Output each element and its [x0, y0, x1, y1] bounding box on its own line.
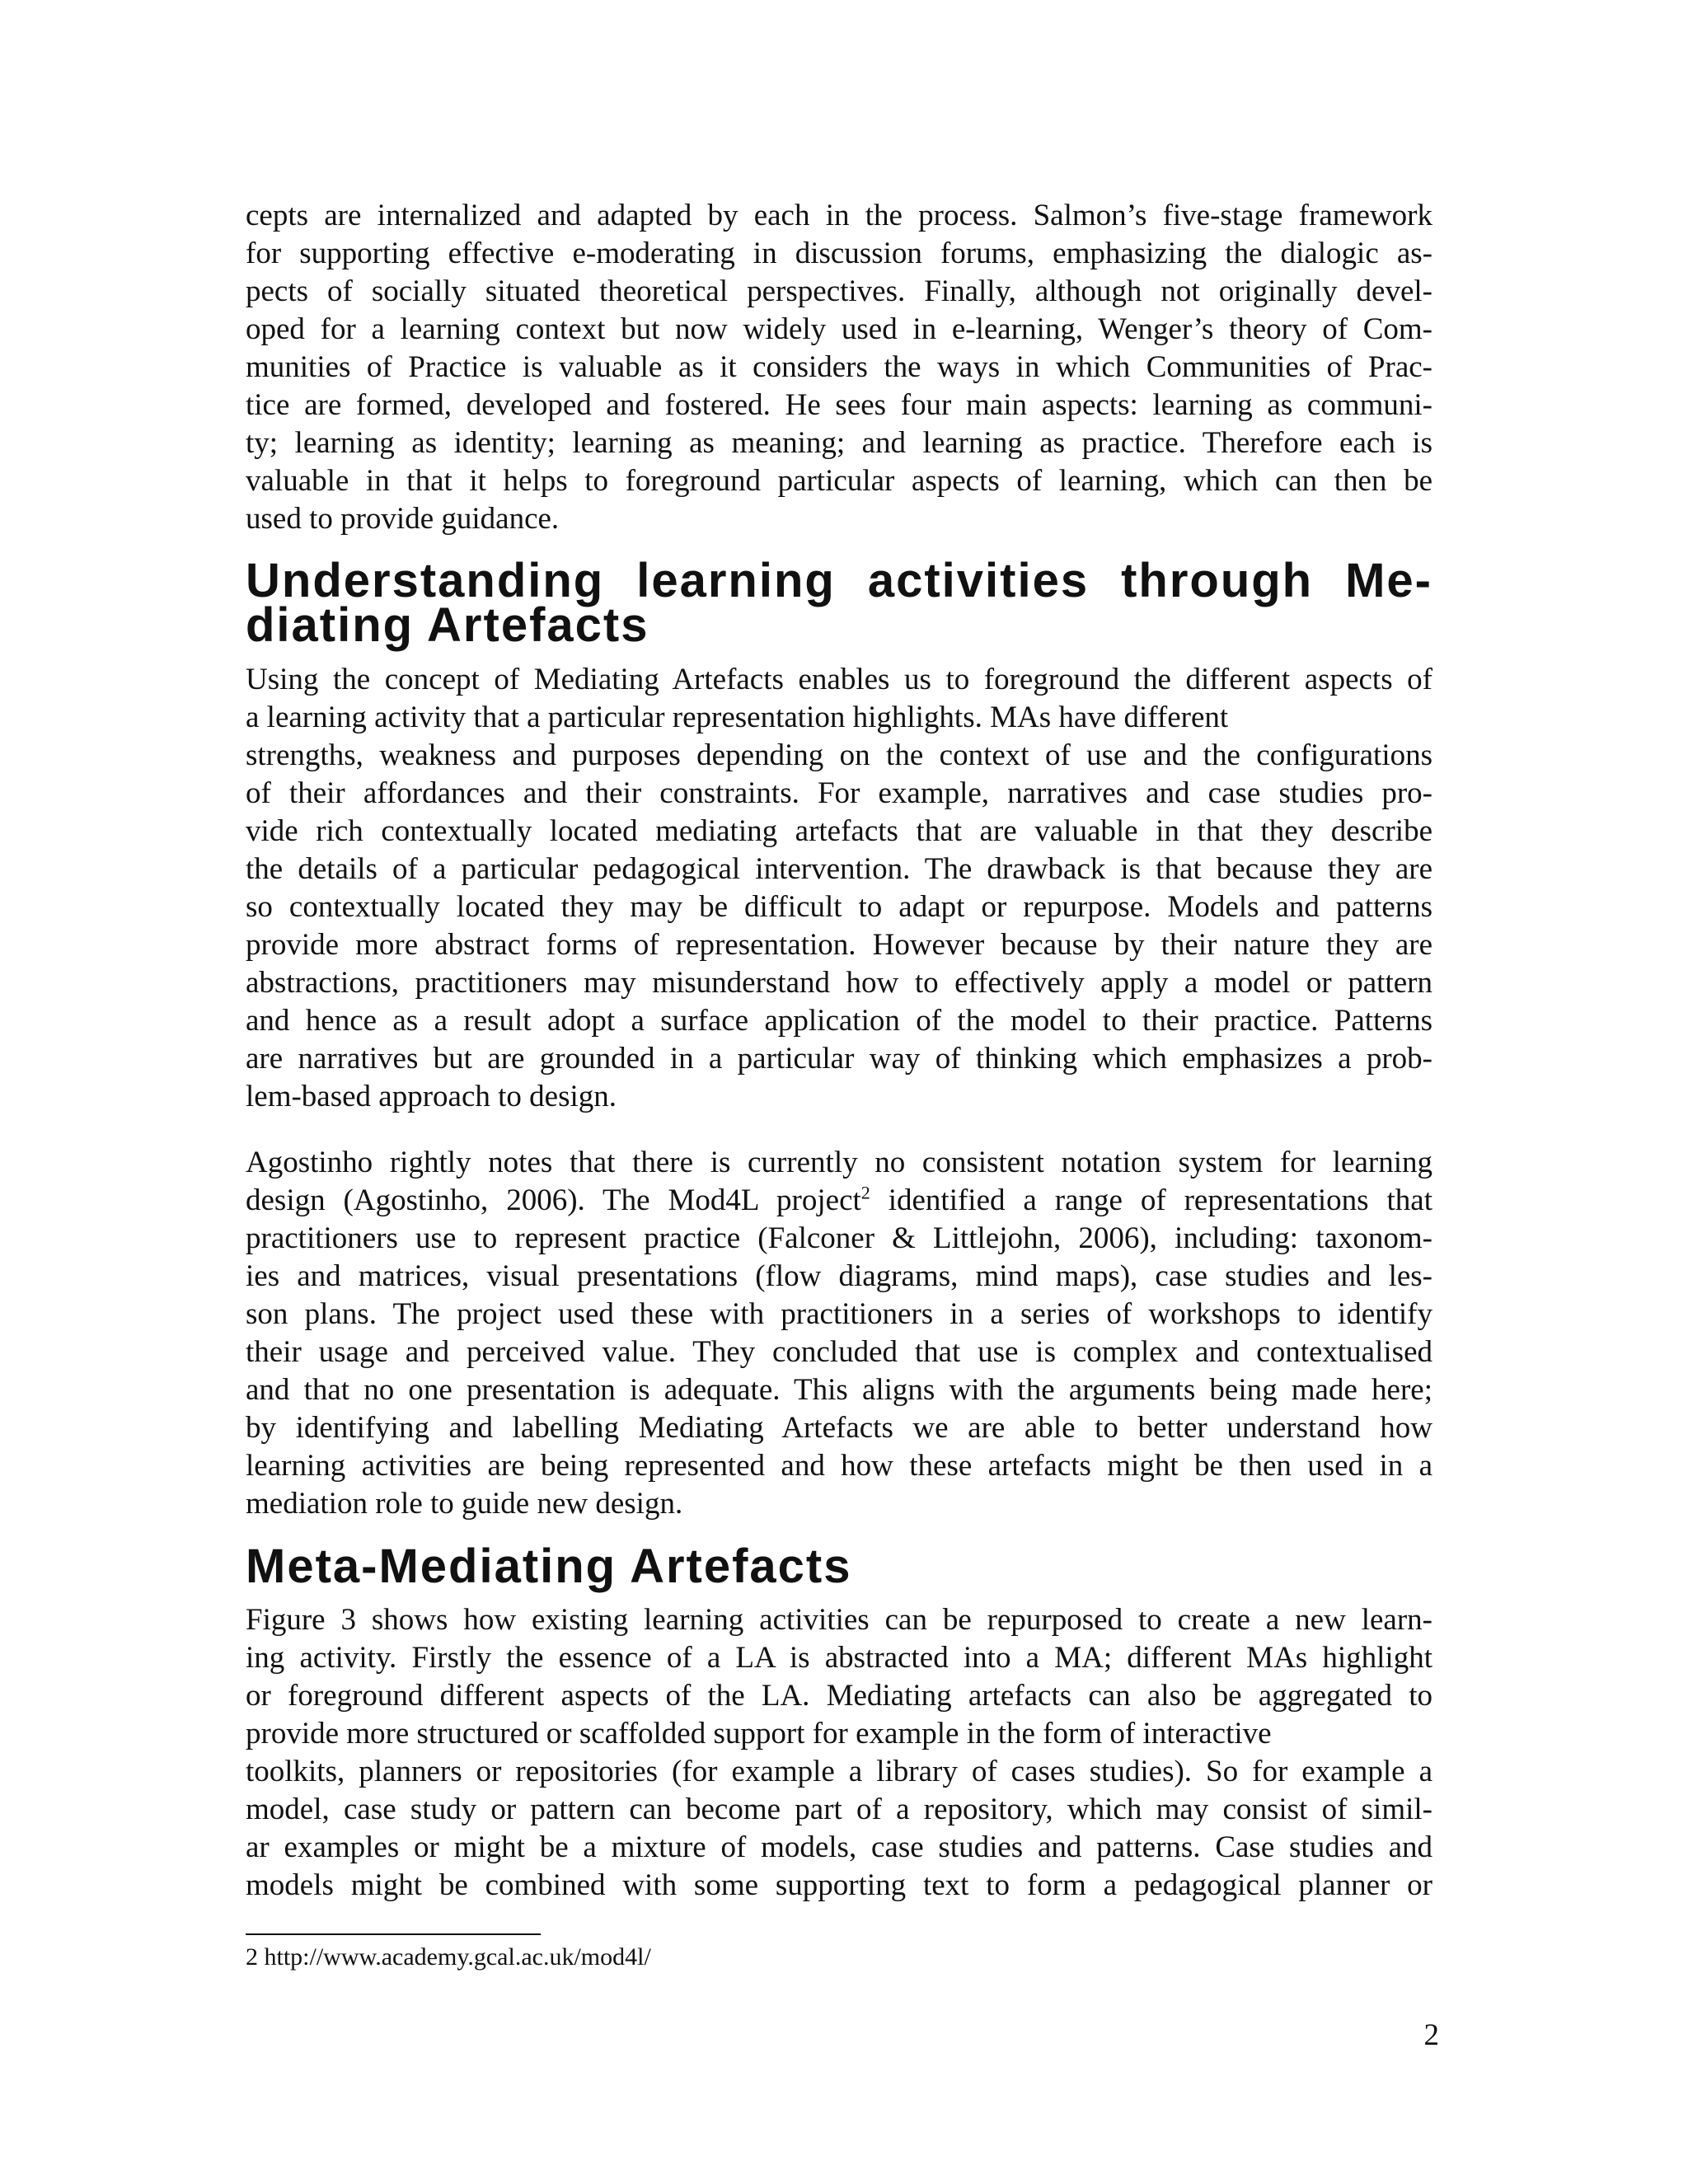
text-line: valuable in that it helps to foreground particular aspects of learning, which can then be — [246, 464, 1432, 498]
text-line: Using the concept of Mediating Artefacts enables us to foreground the different aspects of — [246, 663, 1432, 696]
text-line: ing activity. Firstly the essence of a LA is abstracted into a MA; different MAs highlight — [246, 1641, 1432, 1675]
heading-line: Meta-Mediating Artefacts — [246, 1540, 852, 1593]
text-line: son plans. The project used these with practitioners in a series of workshops to identify — [246, 1297, 1432, 1331]
footnote-reference: 2 — [860, 1182, 870, 1203]
text-line: so contextually located they may be difficult to adapt or repurpose. Models and patterns — [246, 890, 1432, 924]
text-line: vide rich contextually located mediating artefacts that are valuable in that they describe — [246, 814, 1432, 848]
text-line: models might be combined with some supporting text to form a pedagogical planner or — [246, 1868, 1432, 1902]
heading-line: Understanding learning activities through Me- — [246, 554, 1432, 607]
text-line: oped for a learning context but now widely used in e-learning, Wenger’s theory of Com- — [246, 312, 1432, 346]
text-line: and that no one presentation is adequate. This aligns with the arguments being made here; — [246, 1373, 1432, 1407]
text-line: of their affordances and their constraints. For example, narratives and case studies pro- — [246, 776, 1432, 810]
text-line: ies and matrices, visual presentations (flow diagrams, mind maps), case studies and les- — [246, 1259, 1432, 1293]
text-line: cepts are internalized and adapted by each in the process. Salmon’s five-stage framework — [246, 199, 1432, 232]
text-line: toolkits, planners or repositories (for example a library of cases studies). So for example a — [246, 1755, 1432, 1788]
paragraph-1 — [246, 197, 1432, 538]
paragraph-4 — [246, 1601, 1432, 1905]
section-heading-understanding — [246, 554, 1432, 652]
text-line: provide more abstract forms of representation. However because by their nature they are — [246, 928, 1432, 962]
text-line: ty; learning as identity; learning as meaning; and learning as practice. Therefore each is — [246, 426, 1432, 460]
text-line: practitioners use to represent practice (Falconer & Littlejohn, 2006), including: taxonom- — [246, 1221, 1432, 1255]
text-line: provide more structured or scaffolded support for example in the form of interactive — [246, 1717, 1272, 1750]
section-heading-meta-mediating — [246, 1540, 1432, 1593]
text-line: or foreground different aspects of the LA. Mediating artefacts can also be aggregated to — [246, 1679, 1432, 1713]
text-line: their usage and perceived value. They concluded that use is complex and contextualised — [246, 1335, 1432, 1369]
text-line: munities of Practice is valuable as it considers the ways in which Communities of Prac- — [246, 350, 1432, 384]
text-line: the details of a particular pedagogical intervention. The drawback is that because they are — [246, 852, 1432, 886]
text-line: learning activities are being represented and how these artefacts might be then used in a — [246, 1449, 1432, 1483]
text-line: for supporting effective e-moderating in discussion forums, emphasizing the dialogic as- — [246, 237, 1432, 270]
text-line: Figure 3 shows how existing learning activities can be repurposed to create a new learn- — [246, 1603, 1432, 1637]
text-line: pects of socially situated theoretical perspectives. Finally, although not originally devel- — [246, 274, 1432, 308]
text-line: lem-based approach to design. — [246, 1080, 617, 1113]
text-line: mediation role to guide new design. — [246, 1487, 683, 1521]
footnote-divider — [246, 1933, 541, 1935]
text-span: design (Agostinho, 2006). The Mod4L project — [246, 1183, 861, 1217]
footnote: 2 http://www.academy.gcal.ac.uk/mod4l/ — [246, 1943, 651, 1971]
text-span: identified a range of representations that — [870, 1183, 1432, 1217]
paragraph-2 — [246, 661, 1432, 1116]
text-line: tice are formed, developed and fostered. He sees four main aspects: learning as communi- — [246, 388, 1432, 422]
text-line: Agostinho rightly notes that there is currently no consistent notation system for learning — [246, 1146, 1432, 1179]
text-line: ar examples or might be a mixture of models, case studies and patterns. Case studies and — [246, 1830, 1432, 1864]
text-line: by identifying and labelling Mediating Artefacts we are able to better understand how — [246, 1411, 1432, 1445]
text-line: are narratives but are grounded in a particular way of thinking which emphasizes a prob- — [246, 1042, 1432, 1076]
page-number: 2 — [1423, 2018, 1439, 2052]
text-line: used to provide guidance. — [246, 502, 560, 536]
heading-line: diating Artefacts — [246, 598, 649, 652]
text-line: abstractions, practitioners may misunderstand how to effectively apply a model or pattern — [246, 966, 1432, 1000]
text-line: and hence as a result adopt a surface application of the model to their practice. Patterns — [246, 1004, 1432, 1038]
text-line-with-footnote-ref — [246, 1182, 1432, 1220]
paragraph-3 — [246, 1144, 1432, 1523]
text-line: a learning activity that a particular representation highlights. MAs have different — [246, 701, 1229, 734]
text-line: strengths, weakness and purposes depending on the context of use and the configurations — [246, 738, 1432, 772]
text-line: model, case study or pattern can become part of a repository, which may consist of simil- — [246, 1793, 1432, 1826]
